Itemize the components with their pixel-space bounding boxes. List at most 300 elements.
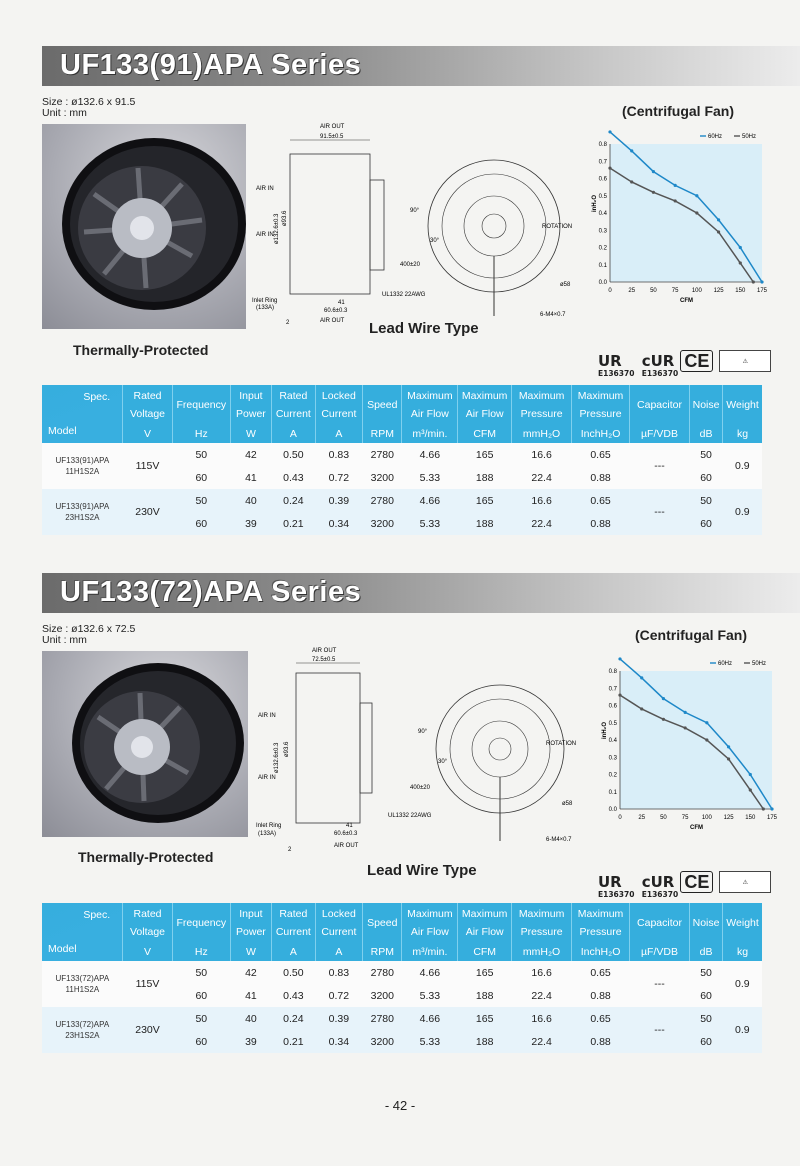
header-cell: Rated Voltage: [123, 385, 173, 425]
y-tick-label: 0.2: [608, 772, 617, 779]
data-point: [727, 745, 730, 748]
value-cell: 0.88: [572, 984, 630, 1007]
thermally-protected-caption: Thermally-Protected: [78, 849, 214, 865]
unit-cell: V: [123, 943, 173, 961]
x-tick-label: 150: [735, 288, 746, 294]
y-tick-label: 0.2: [598, 245, 607, 252]
header-cell: Locked Current: [315, 385, 363, 425]
data-point: [752, 280, 755, 283]
angle-90: 90°: [410, 208, 420, 214]
x-tick-label: 100: [701, 815, 712, 821]
value-cell: 5.33: [402, 466, 458, 489]
value-cell: 50: [172, 489, 230, 512]
air-in-1: AIR IN: [258, 713, 276, 719]
thermally-protected-caption: Thermally-Protected: [73, 342, 209, 358]
ul-code: E136370: [598, 890, 635, 899]
dia-dim: ø132.6±0.3: [274, 213, 280, 244]
inlet-ring: Inlet Ring: [256, 823, 282, 829]
value-cell: 0.83: [315, 961, 363, 984]
legend-label: 50Hz: [752, 661, 767, 667]
header-cell: Weight: [723, 903, 762, 943]
value-cell: 3200: [363, 512, 402, 535]
value-cell: 3200: [363, 984, 402, 1007]
cul-logo: cUR E136370: [641, 873, 679, 899]
noise-cell: 50: [690, 489, 723, 512]
chart-svg: [590, 132, 770, 322]
pq-chart: [590, 132, 770, 327]
angle-30: 30°: [430, 238, 440, 244]
data-point: [705, 721, 708, 724]
dim-41: 41: [346, 823, 353, 829]
x-tick-label: 125: [723, 815, 734, 821]
x-axis-label: CFM: [690, 825, 703, 831]
value-cell: 4.66: [402, 1007, 458, 1030]
value-cell: 16.6: [512, 443, 572, 466]
header-cell: Maximum Pressure: [572, 903, 630, 943]
ul-code: E136370: [598, 369, 635, 378]
data-point: [640, 676, 643, 679]
rotation-label: ROTATION: [546, 741, 577, 747]
unit-line: Unit : mm: [42, 634, 87, 646]
x-tick-label: 150: [745, 815, 756, 821]
air-in-2: AIR IN: [256, 232, 274, 238]
ce-mark: CE: [680, 871, 713, 893]
value-cell: 0.39: [315, 489, 363, 512]
angle-30: 30°: [438, 759, 448, 765]
header-cell: Rated Voltage: [123, 903, 173, 943]
unit-cell: W: [230, 425, 271, 443]
spec-table: [42, 903, 762, 1053]
value-cell: 188: [458, 1030, 512, 1053]
data-point: [652, 170, 655, 173]
capacitor-cell: ---: [630, 1007, 690, 1053]
legend-label: 50Hz: [742, 134, 757, 140]
page-number: - 42 -: [384, 1098, 416, 1113]
header-cell: Maximum Pressure: [512, 903, 572, 943]
inlet-ring-code: (133A): [256, 305, 275, 311]
dia58: ø58: [560, 282, 571, 288]
fan-type: (Centrifugal Fan): [622, 103, 734, 119]
y-tick-label: 0.1: [598, 262, 607, 269]
size-line: Size : ø132.6 x 72.5: [42, 623, 136, 635]
x-axis-label: CFM: [680, 298, 693, 304]
unit-cell: A: [272, 943, 315, 961]
y-axis-label: inH₂O: [602, 722, 608, 739]
value-cell: 0.72: [315, 466, 363, 489]
value-cell: 16.6: [512, 1007, 572, 1030]
header-cell: Speed: [363, 903, 402, 943]
value-cell: 16.6: [512, 489, 572, 512]
value-cell: 60: [172, 466, 230, 489]
spec-label: Spec.: [83, 909, 111, 921]
chart-svg: [600, 659, 780, 849]
unit-cell: A: [272, 425, 315, 443]
width-dim: 72.5±0.5: [312, 657, 336, 663]
value-cell: 0.65: [572, 443, 630, 466]
data-point: [705, 738, 708, 741]
header-cell: Weight: [723, 385, 762, 425]
noise-cell: 60: [690, 466, 723, 489]
value-cell: 4.66: [402, 443, 458, 466]
y-tick-label: 0.4: [598, 211, 607, 217]
header-cell: Maximum Pressure: [512, 385, 572, 425]
unit-cell: kg: [723, 943, 762, 961]
value-cell: 4.66: [402, 961, 458, 984]
value-cell: 0.43: [272, 466, 315, 489]
header-cell: Maximum Air Flow: [458, 903, 512, 943]
value-cell: 165: [458, 443, 512, 466]
unit-cell: m³/min.: [402, 425, 458, 443]
value-cell: 0.50: [272, 961, 315, 984]
value-cell: 2780: [363, 1007, 402, 1030]
value-cell: 0.88: [572, 1030, 630, 1053]
screw-spec: 6-M4×0.7: [546, 837, 572, 843]
value-cell: 4.66: [402, 489, 458, 512]
value-cell: 22.4: [512, 1030, 572, 1053]
dim-41: 41: [338, 300, 345, 306]
y-tick-label: 0.8: [608, 669, 617, 675]
wire-len: 400±20: [400, 262, 420, 268]
dimension-drawing: [250, 648, 590, 853]
value-cell: 0.39: [315, 1007, 363, 1030]
value-cell: 60: [172, 1030, 230, 1053]
y-tick-label: 0.7: [608, 686, 617, 693]
value-cell: 2780: [363, 443, 402, 466]
x-tick-label: 50: [650, 288, 657, 294]
value-cell: 41: [230, 984, 271, 1007]
dia58: ø58: [562, 801, 573, 807]
model-cell: UF133(91)APA 23H1S2A: [42, 489, 123, 535]
noise-cell: 50: [690, 1007, 723, 1030]
value-cell: 0.88: [572, 466, 630, 489]
value-cell: 0.50: [272, 443, 315, 466]
header-cell: Rated Current: [272, 903, 315, 943]
dim-606: 60.6±0.3: [324, 308, 348, 314]
model-cell: UF133(72)APA 11H1S2A: [42, 961, 123, 1007]
x-tick-label: 75: [681, 815, 689, 821]
value-cell: 0.83: [315, 443, 363, 466]
data-point: [749, 788, 752, 791]
unit-cell: Hz: [172, 425, 230, 443]
header-row-units: [42, 943, 762, 961]
voltage-cell: 230V: [123, 1007, 173, 1053]
x-tick-label: 25: [628, 288, 636, 294]
value-cell: 40: [230, 489, 271, 512]
wire-len: 400±20: [410, 785, 430, 791]
value-cell: 165: [458, 489, 512, 512]
header-row-units: [42, 425, 762, 443]
series-title: UF133(72)APA Series: [60, 576, 362, 608]
capacitor-cell: ---: [630, 961, 690, 1007]
lead-wire-caption: Lead Wire Type: [367, 862, 477, 879]
value-cell: 0.34: [315, 1030, 363, 1053]
header-cell: Frequency: [172, 903, 230, 943]
header-cell: Capacitor: [630, 903, 690, 943]
data-point: [717, 230, 720, 233]
value-cell: 0.24: [272, 489, 315, 512]
value-cell: 5.33: [402, 512, 458, 535]
value-cell: 0.65: [572, 961, 630, 984]
spec-table: [42, 385, 762, 535]
unit-cell: InchH₂O: [572, 943, 630, 961]
unit-cell: µF/VDB: [630, 425, 690, 443]
header-cell: Noise: [690, 385, 723, 425]
angle-90: 90°: [418, 729, 428, 735]
ul-logo: UR E136370: [598, 873, 635, 899]
header-cell: Maximum Air Flow: [402, 903, 458, 943]
header-row-names: [42, 903, 762, 943]
y-tick-label: 0.4: [608, 738, 617, 744]
series-banner: [42, 573, 800, 613]
value-cell: 0.65: [572, 489, 630, 512]
cul-code: E136370: [641, 890, 679, 899]
data-point: [739, 261, 742, 264]
header-cell: Noise: [690, 903, 723, 943]
air-out-top: AIR OUT: [320, 124, 345, 130]
x-tick-label: 0: [618, 815, 622, 821]
value-cell: 0.24: [272, 1007, 315, 1030]
value-cell: 42: [230, 961, 271, 984]
value-cell: 165: [458, 1007, 512, 1030]
unit-cell: dB: [690, 425, 723, 443]
unit-cell: RPM: [363, 425, 402, 443]
value-cell: 0.65: [572, 1007, 630, 1030]
unit-cell: Hz: [172, 943, 230, 961]
value-cell: 60: [172, 984, 230, 1007]
x-tick-label: 100: [691, 288, 702, 294]
x-tick-label: 75: [671, 288, 679, 294]
value-cell: 188: [458, 466, 512, 489]
noise-cell: 50: [690, 443, 723, 466]
value-cell: 5.33: [402, 1030, 458, 1053]
unit-cell: mmH₂O: [512, 943, 572, 961]
value-cell: 188: [458, 512, 512, 535]
noise-cell: 50: [690, 961, 723, 984]
weight-cell: 0.9: [723, 1007, 762, 1053]
x-tick-label: 25: [638, 815, 646, 821]
fan-photo: [42, 651, 248, 837]
y-tick-label: 0.0: [598, 280, 607, 286]
capacitor-cell: ---: [630, 489, 690, 535]
header-cell: Input Power: [230, 903, 271, 943]
model-cell: UF133(91)APA 11H1S2A: [42, 443, 123, 489]
size-info: [42, 624, 135, 646]
data-point: [727, 757, 730, 760]
unit-cell: kg: [723, 425, 762, 443]
value-cell: 50: [172, 1007, 230, 1030]
dim-2: 2: [286, 320, 290, 326]
data-point: [618, 657, 621, 660]
data-point: [630, 180, 633, 183]
data-point: [618, 694, 621, 697]
y-tick-label: 0.3: [598, 228, 607, 235]
unit-cell: mmH₂O: [512, 425, 572, 443]
pq-chart: [600, 659, 780, 854]
data-point: [762, 807, 765, 810]
data-point: [684, 726, 687, 729]
value-cell: 5.33: [402, 984, 458, 1007]
unit-cell: W: [230, 943, 271, 961]
unit-cell: A: [315, 425, 363, 443]
value-cell: 39: [230, 1030, 271, 1053]
value-cell: 0.72: [315, 984, 363, 1007]
unit-cell: InchH₂O: [572, 425, 630, 443]
wire-spec: UL1332 22AWG: [388, 813, 432, 819]
value-cell: 2780: [363, 961, 402, 984]
width-dim: 91.5±0.5: [320, 134, 344, 140]
header-cell: Input Power: [230, 385, 271, 425]
dim-606: 60.6±0.3: [334, 831, 358, 837]
unit-cell: µF/VDB: [630, 943, 690, 961]
data-point: [760, 280, 763, 283]
value-cell: 40: [230, 1007, 271, 1030]
inlet-ring-code: (133A): [258, 831, 277, 837]
data-point: [652, 191, 655, 194]
size-info: [42, 97, 135, 119]
data-point: [739, 246, 742, 249]
x-tick-label: 175: [766, 815, 778, 821]
spec-label: Spec.: [83, 391, 111, 403]
header-cell: Locked Current: [315, 903, 363, 943]
y-tick-label: 0.5: [608, 720, 617, 727]
data-point: [695, 211, 698, 214]
model-cell: UF133(72)APA 23H1S2A: [42, 1007, 123, 1053]
data-point: [630, 149, 633, 152]
fan-type: (Centrifugal Fan): [635, 627, 747, 643]
model-label: Model: [48, 943, 77, 955]
fan-photo: [42, 124, 246, 329]
header-cell: Frequency: [172, 385, 230, 425]
x-tick-label: 50: [660, 815, 667, 821]
rotation-label: ROTATION: [542, 224, 573, 230]
value-cell: 16.6: [512, 961, 572, 984]
weight-cell: 0.9: [723, 489, 762, 535]
dimension-drawing: [250, 126, 590, 326]
dia-dim: ø132.6±0.3: [274, 742, 280, 773]
model-label: Model: [48, 425, 77, 437]
value-cell: 0.21: [272, 1030, 315, 1053]
table-row: [42, 961, 762, 984]
noise-cell: 60: [690, 984, 723, 1007]
y-axis-label: inH₂O: [592, 195, 598, 212]
legend-label: 60Hz: [718, 661, 733, 667]
header-cell: Maximum Air Flow: [458, 385, 512, 425]
data-point: [770, 807, 773, 810]
cul-logo: cUR E136370: [641, 352, 679, 378]
weight-cell: 0.9: [723, 961, 762, 1007]
data-point: [695, 194, 698, 197]
air-in-1: AIR IN: [256, 186, 274, 192]
header-corner: [42, 903, 123, 961]
inner-dia: ø93.6: [282, 210, 288, 226]
x-tick-label: 125: [713, 288, 724, 294]
unit-cell: CFM: [458, 943, 512, 961]
data-point: [674, 199, 677, 202]
table-row: [42, 443, 762, 466]
wire-spec: UL1332 22AWG: [382, 292, 426, 298]
value-cell: 22.4: [512, 984, 572, 1007]
series-title: UF133(91)APA Series: [60, 49, 362, 81]
voltage-cell: 230V: [123, 489, 173, 535]
air-out-bottom: AIR OUT: [334, 843, 359, 849]
value-cell: 42: [230, 443, 271, 466]
y-tick-label: 0.7: [598, 159, 607, 166]
data-point: [662, 697, 665, 700]
data-point: [608, 130, 611, 133]
y-tick-label: 0.8: [598, 142, 607, 148]
value-cell: 22.4: [512, 512, 572, 535]
voltage-cell: 115V: [123, 961, 173, 1007]
unit-line: Unit : mm: [42, 107, 87, 119]
cert-marks: [598, 867, 771, 897]
unit-cell: m³/min.: [402, 943, 458, 961]
tuv-mark: ⚠: [719, 871, 771, 893]
table-row: [42, 489, 762, 512]
header-cell: Rated Current: [272, 385, 315, 425]
capacitor-cell: ---: [630, 443, 690, 489]
value-cell: 0.88: [572, 512, 630, 535]
value-cell: 22.4: [512, 466, 572, 489]
y-tick-label: 0.3: [608, 755, 617, 762]
table-row: [42, 1007, 762, 1030]
value-cell: 188: [458, 984, 512, 1007]
value-cell: 60: [172, 512, 230, 535]
ul-logo: UR E136370: [598, 352, 635, 378]
air-out-top: AIR OUT: [312, 648, 337, 654]
header-cell: Maximum Pressure: [572, 385, 630, 425]
unit-cell: RPM: [363, 943, 402, 961]
legend-label: 60Hz: [708, 134, 723, 140]
x-tick-label: 175: [756, 288, 768, 294]
value-cell: 3200: [363, 1030, 402, 1053]
unit-cell: V: [123, 425, 173, 443]
y-tick-label: 0.1: [608, 789, 617, 796]
y-tick-label: 0.0: [608, 807, 617, 813]
voltage-cell: 115V: [123, 443, 173, 489]
value-cell: 0.43: [272, 984, 315, 1007]
y-tick-label: 0.6: [598, 176, 607, 183]
unit-cell: A: [315, 943, 363, 961]
data-point: [674, 184, 677, 187]
series-banner: [42, 46, 800, 86]
dim-2: 2: [288, 847, 292, 853]
noise-cell: 60: [690, 512, 723, 535]
value-cell: 0.21: [272, 512, 315, 535]
y-tick-label: 0.5: [598, 193, 607, 200]
lead-wire-caption: Lead Wire Type: [369, 320, 479, 337]
value-cell: 165: [458, 961, 512, 984]
cert-marks: [598, 346, 771, 376]
header-cell: Capacitor: [630, 385, 690, 425]
air-out-bottom: AIR OUT: [320, 318, 345, 324]
value-cell: 2780: [363, 489, 402, 512]
inlet-ring: Inlet Ring: [252, 298, 278, 304]
data-point: [608, 167, 611, 170]
header-row-names: [42, 385, 762, 425]
noise-cell: 60: [690, 1030, 723, 1053]
air-in-2: AIR IN: [258, 775, 276, 781]
ce-mark: CE: [680, 350, 713, 372]
size-line: Size : ø132.6 x 91.5: [42, 96, 136, 108]
data-point: [717, 218, 720, 221]
unit-cell: dB: [690, 943, 723, 961]
value-cell: 41: [230, 466, 271, 489]
tuv-mark: ⚠: [719, 350, 771, 372]
screw-spec: 6-M4×0.7: [540, 312, 566, 318]
data-point: [749, 773, 752, 776]
header-cell: Maximum Air Flow: [402, 385, 458, 425]
value-cell: 39: [230, 512, 271, 535]
